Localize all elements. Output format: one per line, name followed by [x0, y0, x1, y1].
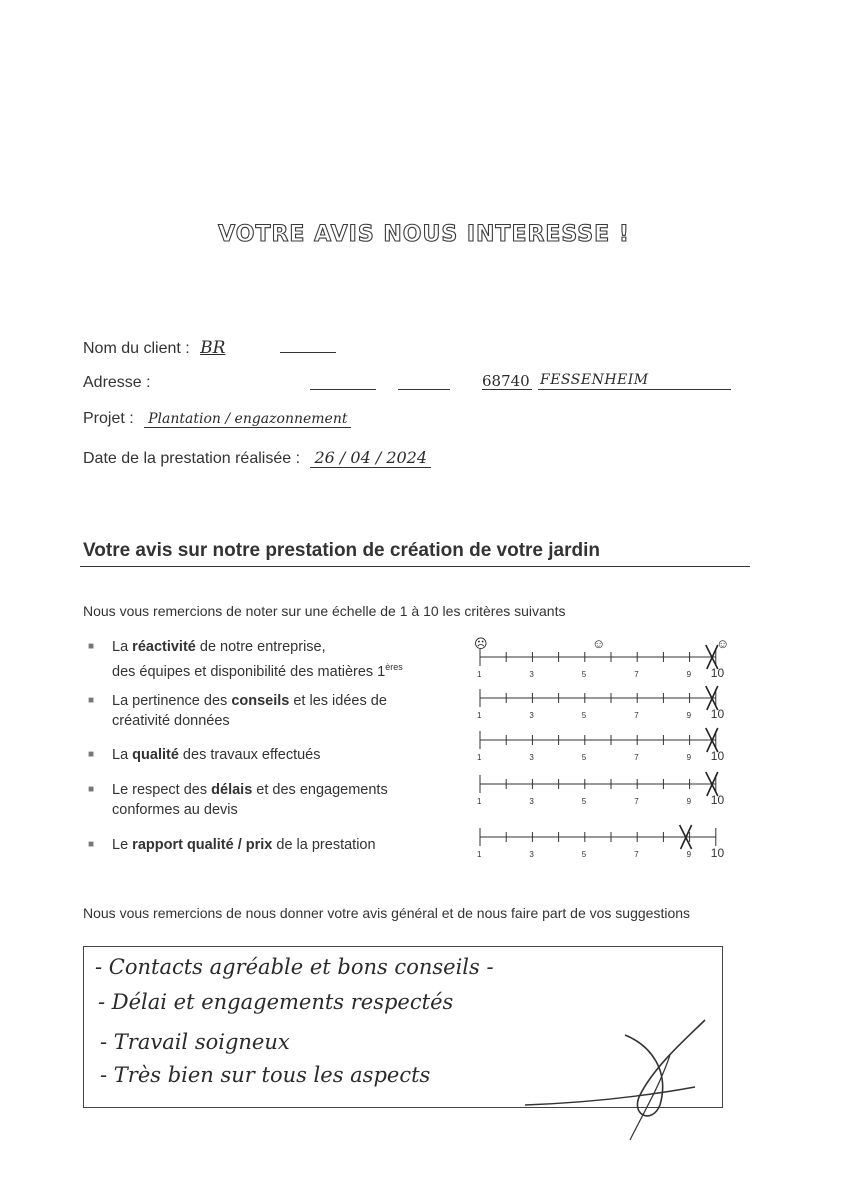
rating-intro: Nous vous remercions de noter sur une échelle de 1 à 10 les critères suivants [83, 603, 566, 619]
neutral-face-icon: ☺ [592, 636, 606, 651]
bullet-icon: ■ [88, 749, 95, 760]
address-city: FESSENHEIM [540, 372, 649, 388]
criterion-3: ■ La qualité des travaux effectués [88, 747, 321, 763]
tick-label: 7 [634, 850, 639, 859]
bullet-icon: ■ [88, 784, 95, 795]
rating-scale-2 [477, 686, 724, 721]
rating-scale-3 [477, 728, 724, 763]
rating-scale-4 [477, 772, 724, 807]
tick-label: 9 [686, 711, 692, 720]
comment-line-3: - Travail soigneux [100, 1030, 290, 1054]
tick-label: 5 [581, 670, 587, 679]
client-name-value: BR [200, 338, 226, 358]
tick-label: 3 [529, 797, 534, 806]
address-postcode: 68740 [482, 372, 530, 390]
happy-face-icon: ☺ [716, 636, 730, 651]
client-name-label: Nom du client : [83, 340, 190, 357]
sad-face-icon: ☹ [474, 636, 488, 651]
tick-label: 9 [686, 670, 692, 679]
bullet-icon: ■ [88, 641, 95, 652]
rating-scale-5 [477, 825, 724, 860]
tick-label: 9 [686, 850, 692, 859]
tick-label: 9 [686, 753, 692, 762]
tick-label: 3 [529, 670, 534, 679]
tick-label: 3 [529, 850, 534, 859]
criterion-4: ■ Le respect des délais et des engagements conformes au devis [88, 782, 388, 818]
tick-label: 10 [710, 846, 725, 860]
tick-label: 3 [529, 753, 534, 762]
tick-label: 10 [710, 793, 725, 807]
comment-line-1: - Contacts agréable et bons conseils - [95, 955, 494, 979]
bullet-icon: ■ [88, 695, 95, 706]
tick-label: 5 [581, 753, 587, 762]
address-label: Adresse : [83, 374, 151, 391]
comment-line-2: - Délai et engagements respectés [98, 990, 454, 1014]
project-value: Plantation / engazonnement [144, 411, 351, 428]
tick-label: 1 [477, 711, 482, 720]
bullet-icon: ■ [88, 839, 95, 850]
tick-label: 10 [710, 666, 725, 680]
tick-label: 5 [581, 711, 587, 720]
tick-label: 7 [634, 711, 639, 720]
tick-label: 10 [710, 707, 725, 721]
tick-label: 10 [710, 749, 725, 763]
tick-label: 1 [477, 753, 482, 762]
date-label: Date de la prestation réalisée : [83, 450, 301, 467]
tick-label: 7 [634, 753, 639, 762]
project-label: Projet : [83, 410, 134, 427]
criterion-5: ■ Le rapport qualité / prix de la prestation [88, 837, 376, 853]
signature-icon [520, 1015, 720, 1145]
general-comment-prompt: Nous vous remercions de nous donner votre avis général et de nous faire part de vos suggestions [83, 905, 691, 921]
tick-label: 3 [529, 711, 534, 720]
tick-label: 9 [686, 797, 692, 806]
criterion-1: ■ La réactivité de notre entreprise, des équipes et disponibilité des matières 1ères [88, 639, 403, 680]
comment-line-4: - Très bien sur tous les aspects [100, 1063, 431, 1087]
page-title: VOTRE AVIS NOUS INTERESSE ! [218, 222, 630, 247]
tick-label: 1 [477, 670, 482, 679]
date-value: 26 / 04 / 2024 [310, 448, 431, 468]
tick-label: 7 [634, 670, 639, 679]
tick-label: 1 [477, 850, 482, 859]
tick-label: 7 [634, 797, 639, 806]
tick-label: 1 [477, 797, 482, 806]
section-title: Votre avis sur notre prestation de création de votre jardin [83, 540, 601, 561]
tick-label: 5 [581, 797, 587, 806]
rating-scale-1 [477, 645, 724, 680]
tick-label: 5 [581, 850, 587, 859]
criterion-2: ■ La pertinence des conseils et les idées de créativité données [88, 693, 387, 729]
